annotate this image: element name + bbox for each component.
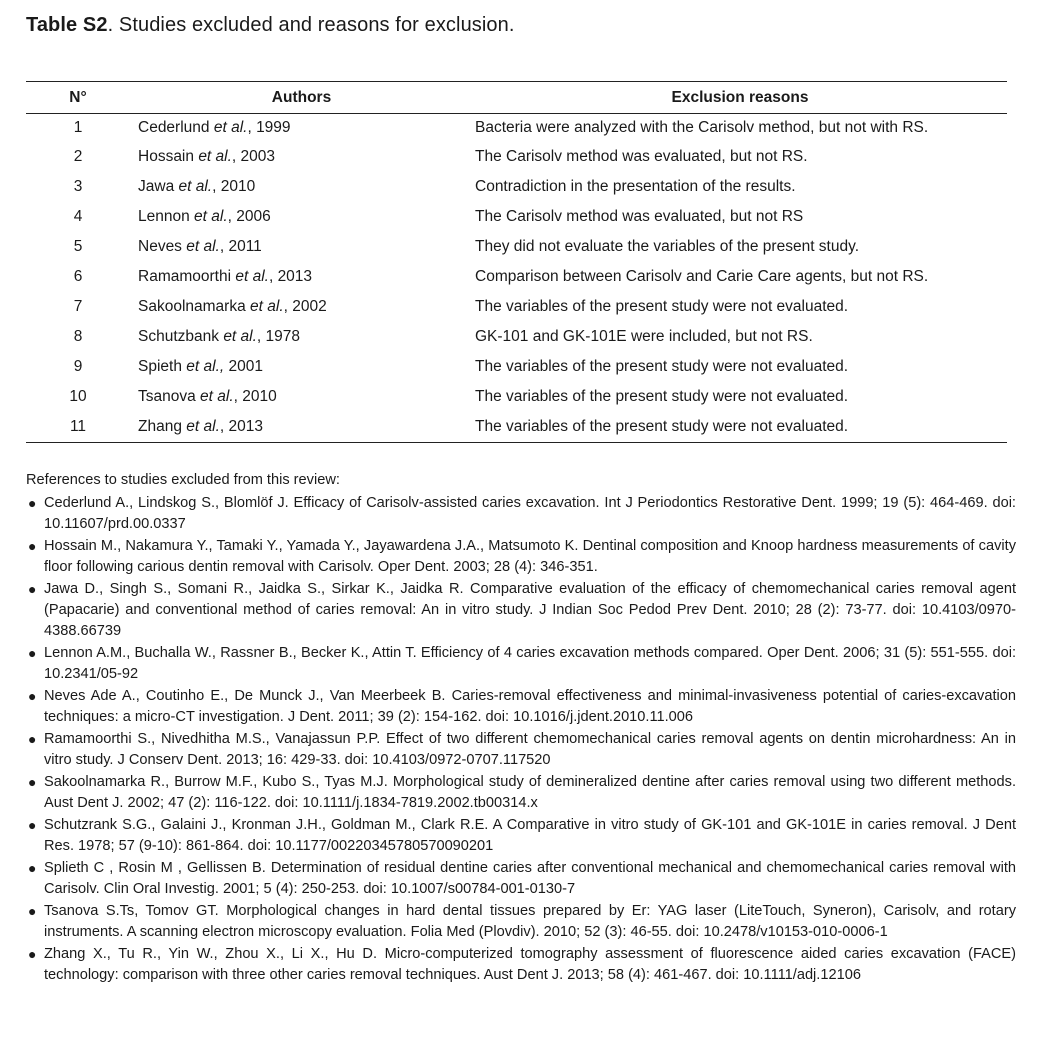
reference-text: Tsanova S.Ts, Tomov GT. Morphological changes in hard dental tissues prepared by Er: YAG laser (LiteTouch, Syneron), Carisolv, and rotary instruments. A scanning electron microscopy evaluation. Folia Med (Plovdiv). 2010; 52 (3): 46-55. doi: 10.2478/v10153-010-0006-1 [44, 903, 1016, 940]
author-year: , 2006 [227, 208, 271, 225]
row-number: 2 [73, 148, 83, 165]
bullet-icon: ● [28, 581, 37, 597]
author-etal: et al. [235, 268, 269, 285]
author-name: Zhang [138, 418, 182, 435]
row-number: 4 [73, 208, 83, 225]
author-etal: et al. [178, 178, 213, 195]
caption-text: . Studies excluded and reasons for exclusion. [107, 14, 515, 36]
references-intro: References to studies excluded from this review: [26, 472, 340, 488]
author-etal: et al. [194, 208, 228, 225]
table-header-row [26, 82, 1007, 114]
table-row [26, 382, 1007, 412]
author-year: , 2002 [283, 298, 327, 315]
reference-text: Lennon A.M., Buchalla W., Rassner B., Becker K., Attin T. Efficiency of 4 caries excavation methods compared. Oper Dent. 2006; 31 (5): 551-555. doi: 10.2341/05-92 [44, 645, 1016, 682]
row-number: 6 [73, 268, 83, 285]
author-year: , 2013 [268, 268, 313, 285]
reference-text: Jawa D., Singh S., Somani R., Jaidka S., Sirkar K., Jaidka R. Comparative evaluation of the efficacy of chemomechanical caries removal agent (Papacarie) and conventional method of caries removal: An in vitro study. J Indian Soc Pedod Prev Dent. 2010; 28 (2): 73-77. doi: 10.4103/0970-4388.66739 [44, 581, 1016, 639]
row-authors [130, 142, 473, 172]
reference-item [26, 729, 1016, 771]
row-authors [130, 172, 473, 202]
bullet-icon: ● [28, 774, 37, 790]
reference-text: Zhang X., Tu R., Yin W., Zhou X., Li X., Hu D. Micro-computerized tomography assessment of fluorescence aided caries excavation (FACE) technology: comparison with three other caries removal techniques. Aust Dent J. 2013; 58 (4): 461-467. doi: 10.1111/adj.12106 [44, 946, 1016, 983]
bullet-icon: ● [28, 688, 37, 704]
reference-item [26, 536, 1016, 578]
author-etal: et al. [186, 238, 220, 255]
table-row [26, 322, 1007, 352]
row-exclusion-reason: Comparison between Carisolv and Carie Care agents, but not RS. [475, 268, 929, 285]
reference-item [26, 686, 1016, 728]
table-row [26, 142, 1007, 172]
author-name: Neves [138, 238, 182, 255]
row-exclusion-reason: Bacteria were analyzed with the Carisolv method, but not with RS. [475, 119, 929, 136]
references-list [26, 493, 1016, 986]
author-etal: et al. [250, 298, 284, 315]
reference-item [26, 772, 1016, 814]
reference-text: Neves Ade A., Coutinho E., De Munck J., Van Meerbeek B. Caries-removal effectiveness and minimal-invasiveness potential of caries-excavation techniques: a micro-CT investigation. J Dent. 2011; 39 (2): 154-162. doi: 10.1016/j.jdent.2010.11.006 [44, 688, 1016, 725]
table-row [26, 172, 1007, 202]
reference-text: Sakoolnamarka R., Burrow M.F., Kubo S., Tyas M.J. Morphological study of demineralized dentine after caries removal using two different methods. Aust Dent J. 2002; 47 (2): 116-122. doi: 10.1111/j.1834-7819.2002.tb00314.x [44, 774, 1016, 811]
row-number: 8 [73, 328, 83, 345]
author-year: 2001 [224, 358, 263, 375]
caption-label: Table S2 [26, 14, 108, 36]
table-caption [26, 14, 515, 37]
author-name: Sakoolnamarka [138, 298, 246, 315]
author-year: , 2013 [219, 418, 263, 435]
row-exclusion-reason: The variables of the present study were not evaluated. [475, 298, 849, 315]
author-year: , 2010 [233, 388, 277, 405]
reference-item [26, 579, 1016, 642]
row-authors [130, 352, 473, 382]
author-etal: et al. [223, 328, 257, 345]
author-name: Hossain [138, 148, 194, 165]
table-row [26, 114, 1007, 143]
row-authors [130, 412, 473, 443]
author-name: Cederlund [138, 119, 210, 136]
reference-item [26, 944, 1016, 986]
row-authors [130, 322, 473, 352]
table-row [26, 262, 1007, 292]
bullet-icon: ● [28, 946, 37, 962]
reference-text: Cederlund A., Lindskog S., Blomlöf J. Efficacy of Carisolv-assisted caries excavation. Int J Periodontics Restorative Dent. 1999; 19 (5): 464-469. doi: 10.11607/prd.00.0337 [44, 495, 1016, 532]
header-exclusion-reasons: Exclusion reasons [473, 82, 1007, 114]
row-exclusion-reason: The variables of the present study were not evaluated. [475, 388, 849, 405]
author-name: Ramamoorthi [138, 268, 232, 285]
author-year: , 2003 [231, 148, 276, 165]
row-exclusion-reason: The Carisolv method was evaluated, but not RS [475, 208, 804, 225]
reference-item [26, 493, 1016, 535]
reference-text: Ramamoorthi S., Nivedhitha M.S., Vanajassun P.P. Effect of two different chemomechanical caries removal agents on dentin microhardness: An in vitro study. J Conserv Dent. 2013; 16: 429-33. doi: 10.4103/0972-0707.117520 [44, 731, 1016, 768]
table-row [26, 232, 1007, 262]
bullet-icon: ● [28, 903, 37, 919]
author-year: , 1978 [256, 328, 301, 345]
reference-text: Schutzrank S.G., Galaini J., Kronman J.H., Goldman M., Clark R.E. A Comparative in vitro study of GK-101 and GK-101E in caries removal. J Dent Res. 1978; 57 (9-10): 861-864. doi: 10.1177/00220345780570090201 [44, 817, 1016, 854]
author-year: , 2011 [219, 238, 262, 255]
row-number: 10 [69, 388, 87, 405]
table-row [26, 412, 1007, 443]
row-number: 11 [26, 412, 130, 443]
row-exclusion-reason: The variables of the present study were not evaluated. [473, 412, 1007, 443]
row-authors [130, 382, 473, 412]
reference-text: Splieth C , Rosin M , Gellissen B. Determination of residual dentine caries after conventional mechanical and chemomechanical caries removal with Carisolv. Clin Oral Investig. 2001; 5 (4): 250-253. doi: 10.1007/s00784-001-0130-7 [44, 860, 1016, 897]
header-authors: Authors [130, 82, 473, 114]
reference-text: Hossain M., Nakamura Y., Tamaki Y., Yamada Y., Jayawardena J.A., Matsumoto K. Dentinal composition and Knoop hardness measurements of cavity floor following carious dentin removal with Carisolv. Oper Dent. 2003; 28 (4): 346-351. [44, 538, 1016, 575]
author-year: , 1999 [247, 119, 291, 136]
row-exclusion-reason: The variables of the present study were not evaluated. [475, 358, 849, 375]
reference-item [26, 643, 1016, 685]
row-number: 1 [73, 119, 83, 136]
author-year: , 2010 [212, 178, 256, 195]
row-authors [130, 232, 473, 262]
reference-item [26, 815, 1016, 857]
author-etal: et al. [198, 148, 232, 165]
row-exclusion-reason: GK-101 and GK-101E were included, but not RS. [475, 328, 813, 345]
author-name: Schutzbank [138, 328, 219, 345]
row-number: 5 [73, 238, 83, 255]
bullet-icon: ● [28, 731, 37, 747]
row-authors [130, 114, 473, 143]
author-name: Jawa [138, 178, 175, 195]
exclusion-table [26, 81, 1007, 443]
bullet-icon: ● [28, 817, 37, 833]
table-row [26, 352, 1007, 382]
author-etal: et al. [200, 388, 234, 405]
row-exclusion-reason: They did not evaluate the variables of the present study. [475, 238, 860, 255]
table-row [26, 202, 1007, 232]
table-row [26, 292, 1007, 322]
author-name: Spieth [138, 358, 182, 375]
table-body [26, 114, 1007, 443]
bullet-icon: ● [28, 860, 37, 876]
bullet-icon: ● [28, 645, 37, 661]
row-authors [130, 262, 473, 292]
row-number: 3 [73, 178, 83, 195]
row-authors [130, 202, 473, 232]
author-etal: et al. [186, 418, 220, 435]
row-authors [130, 292, 473, 322]
author-etal: et al., [186, 358, 225, 375]
row-number: 9 [73, 358, 83, 375]
bullet-icon: ● [28, 538, 37, 554]
row-number: 7 [73, 298, 83, 315]
bullet-icon: ● [28, 495, 37, 511]
row-exclusion-reason: Contradiction in the presentation of the results. [475, 178, 796, 195]
author-name: Lennon [138, 208, 190, 225]
author-name: Tsanova [138, 388, 196, 405]
references-section [26, 470, 1016, 987]
row-exclusion-reason: The Carisolv method was evaluated, but not RS. [475, 148, 808, 165]
reference-item [26, 858, 1016, 900]
header-number: N° [26, 82, 130, 114]
author-etal: et al. [213, 119, 248, 136]
reference-item [26, 901, 1016, 943]
